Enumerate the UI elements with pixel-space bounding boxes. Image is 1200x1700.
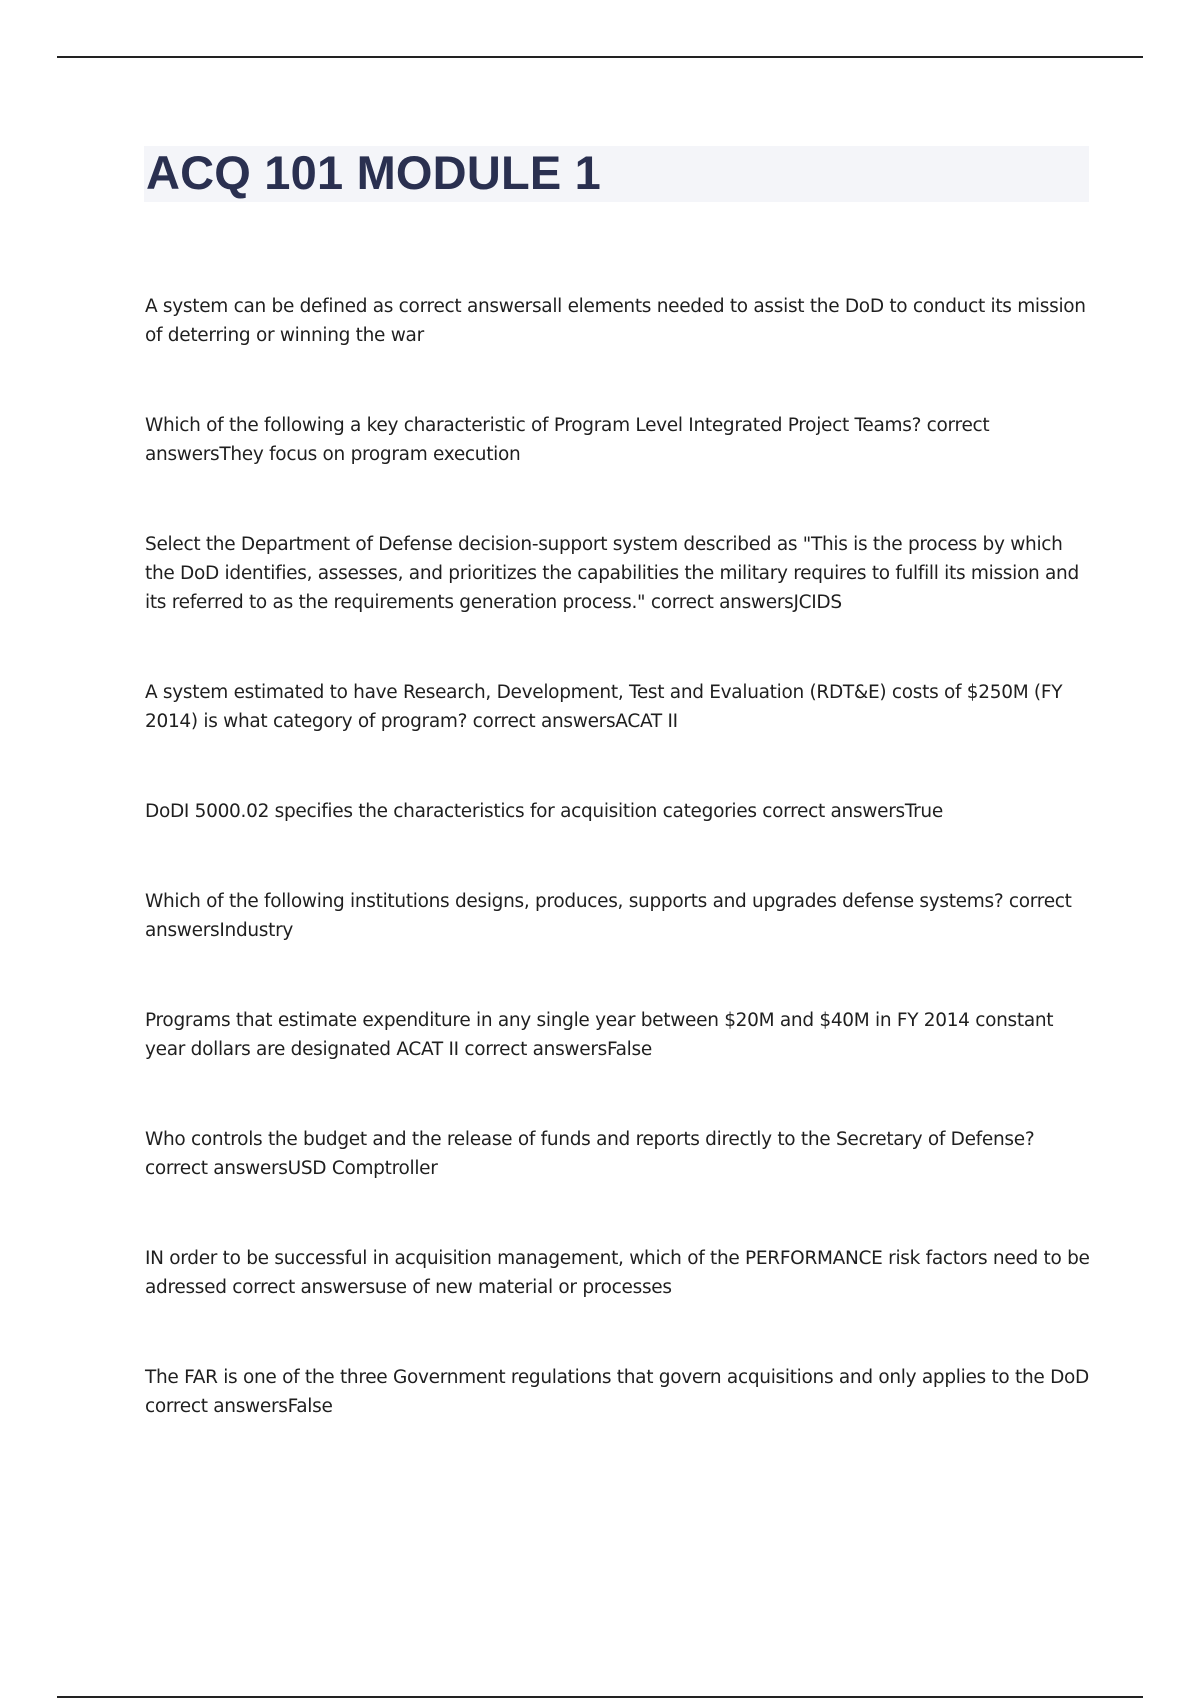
bottom-rule <box>57 1696 1143 1698</box>
qa-item: A system can be defined as correct answersall elements needed to assist the DoD to conduct its mission of deterring or winning the war <box>145 296 1086 346</box>
qa-item: The FAR is one of the three Government regulations that govern acquisitions and only applies to the DoD correct answersFalse <box>145 1367 1089 1417</box>
qa-item: A system estimated to have Research, Development, Test and Evaluation (RDT&E) costs of $250M (FY 2014) is what category of program? correct answersACAT II <box>145 682 1063 732</box>
document-title: ACQ 101 MODULE 1 <box>146 146 602 199</box>
qa-item: Which of the following institutions designs, produces, supports and upgrades defense systems? correct answersIndustry <box>145 891 1072 941</box>
qa-list <box>145 292 1095 1482</box>
qa-item: IN order to be successful in acquisition management, which of the PERFORMANCE risk factors need to be adressed correct answersuse of new material or processes <box>145 1248 1090 1298</box>
qa-item: Programs that estimate expenditure in any single year between $20M and $40M in FY 2014 constant year dollars are designated ACAT II correct answersFalse <box>145 1010 1054 1060</box>
top-rule <box>57 56 1143 58</box>
qa-item: Select the Department of Defense decision-support system described as "This is the process by which the DoD identifies, assesses, and prioritizes the capabilities the military requires to fulfill its mission and its referred to as the requirements generation process." correct answersJCIDS <box>145 534 1079 613</box>
qa-item: DoDI 5000.02 specifies the characteristics for acquisition categories correct answersTrue <box>145 801 943 822</box>
qa-item: Who controls the budget and the release of funds and reports directly to the Secretary of Defense? correct answersUSD Comptroller <box>145 1129 1035 1179</box>
qa-item: Which of the following a key characteristic of Program Level Integrated Project Teams? correct answersThey focus on program execution <box>145 415 990 465</box>
